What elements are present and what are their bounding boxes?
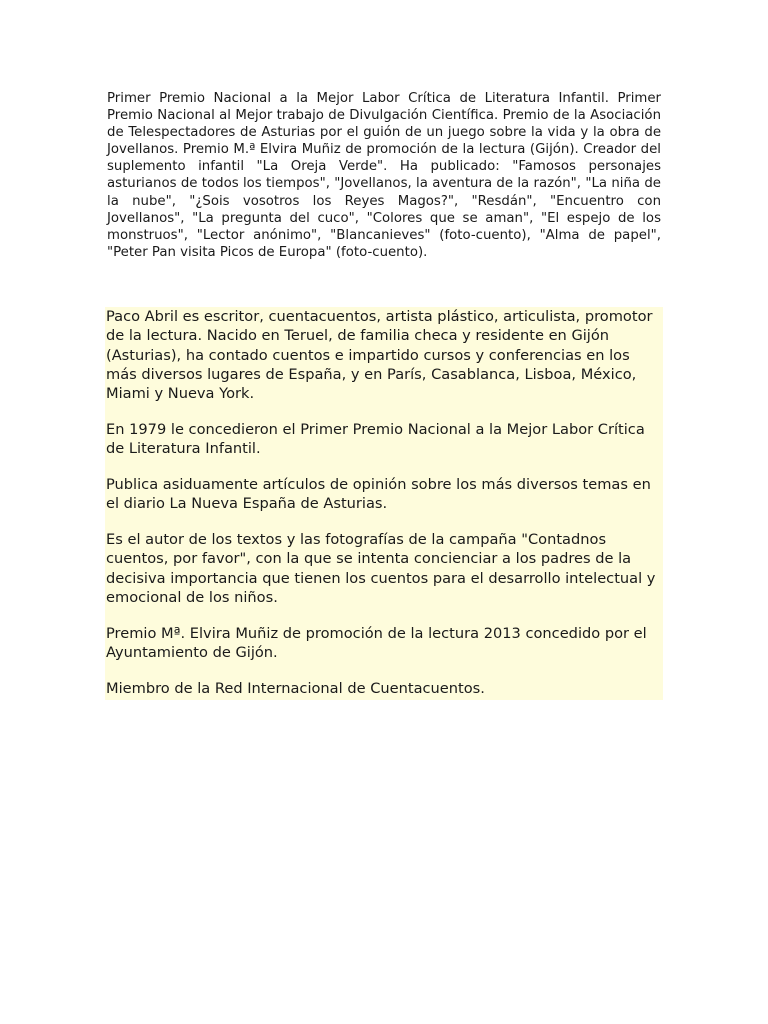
intro-paragraph: Primer Premio Nacional a la Mejor Labor Crítica de Literatura Infantil. Primer Premio Nacional al Mejor trabajo de Divulgación Científica. Premio de la Asociación de Telespectadores de Asturias por el guión de un juego sobre la vida y la obra de Jovellanos. Premio M.ª Elvira Muñiz de promoción de la lectura (Gijón). Creador del suplemento infantil "La Oreja Verde". Ha publicado: "Famosos personajes asturianos de todos los tiempos", "Jovellanos, la aventura de la razón", "La niña de la nube", "¿Sois vosotros los Reyes Magos?", "Resdán", "Encuentro con Jovellanos", "La pregunta del cuco", "Colores que se aman", "El espejo de los monstruos", "Lector anónimo", "Blancanieves" (foto-cuento), "Alma de papel", "Peter Pan visita Picos de Europa" (foto-cuento). [107, 91, 661, 260]
bio-paragraph-articles: Publica asiduamente artículos de opinión sobre los más diversos temas en el diario La Nueva España de Asturias. [106, 476, 651, 513]
bio-paragraph-award-1979: En 1979 le concedieron el Primer Premio Nacional a la Mejor Labor Crítica de Literatura Infantil. [106, 420, 645, 458]
bio-paragraph-campaign: Es el autor de los textos y las fotografías de la campaña "Contadnos cuentos, por favor", con la que se intenta concienciar a los padres de la decisiva importancia que tienen los cuentos para el desarrollo intelectual y emocional de los niños. [106, 531, 656, 607]
bio-paragraph-introduction: Paco Abril es escritor, cuentacuentos, artista plástico, articulista, promotor de la lectura. Nacido en Teruel, de familia checa y residente en Gijón (Asturias), ha contado cuentos e impartido cursos y conferencias en los más diversos lugares de España, y en París, Casablanca, Lisboa, México, Miami y Nueva York. [106, 308, 653, 403]
bio-paragraph-award-2013: Premio Mª. Elvira Muñiz de promoción de la lectura 2013 concedido por el Ayuntamiento de Gijón. [106, 624, 647, 662]
biography-block [105, 307, 663, 700]
bio-paragraph-membership: Miembro de la Red Internacional de Cuentacuentos. [106, 679, 485, 697]
